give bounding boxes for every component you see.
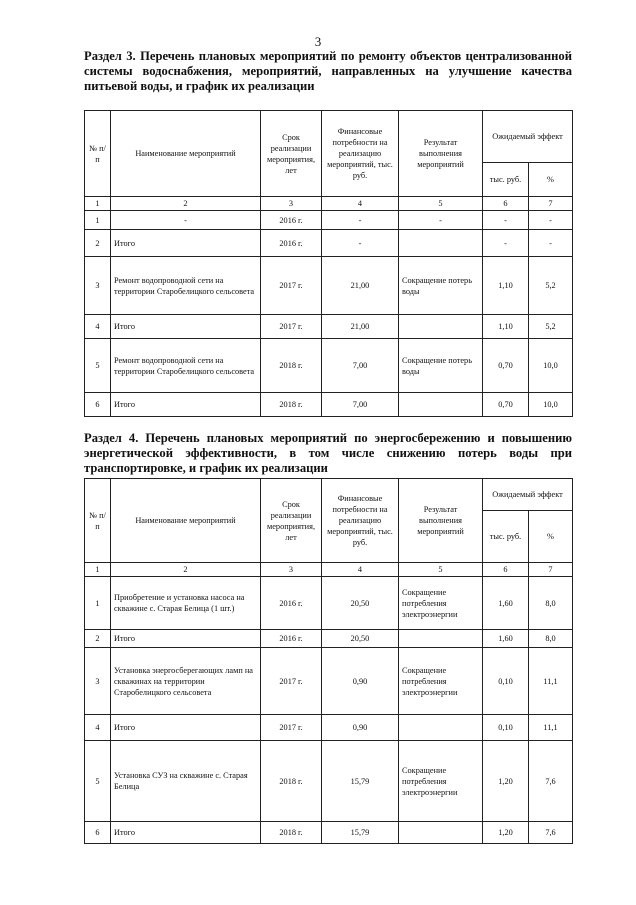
row-result: Сокращение потребления электроэнергии: [399, 741, 483, 822]
row-name: Ремонт водопроводной сети на территории Старобелицкого сельсовета: [111, 339, 261, 393]
row-result: Сокращение потерь воды: [399, 339, 483, 393]
row-effect-pct: 10,0: [529, 339, 573, 393]
row-effect-pct: 8,0: [529, 577, 573, 630]
table-row-total: [85, 822, 573, 844]
row-term: 2016 г.: [261, 230, 322, 257]
row-effect-rub: 0,10: [483, 648, 529, 715]
header-result: Результат выполнения мероприятий: [399, 111, 483, 197]
row-num: 5: [85, 339, 111, 393]
row-term: 2017 г.: [261, 315, 322, 339]
section-3-table: [84, 110, 573, 417]
row-term: 2017 г.: [261, 648, 322, 715]
header-num: № п/п: [85, 479, 111, 563]
column-index: 7: [529, 563, 573, 577]
column-index: 2: [111, 563, 261, 577]
row-effect-rub: 1,10: [483, 315, 529, 339]
row-finance: -: [322, 211, 399, 230]
header-effect-rub: тыс. руб.: [483, 511, 529, 563]
row-effect-rub: -: [483, 211, 529, 230]
row-result: [399, 393, 483, 417]
row-effect-pct: 5,2: [529, 315, 573, 339]
column-index: 1: [85, 197, 111, 211]
table-header-row: [85, 111, 573, 163]
row-name: Итого: [111, 715, 261, 741]
row-finance: 7,00: [322, 339, 399, 393]
row-effect-pct: -: [529, 211, 573, 230]
row-finance: 21,00: [322, 315, 399, 339]
column-index: 7: [529, 197, 573, 211]
row-term: 2016 г.: [261, 630, 322, 648]
header-finance: Финансовые потребности на реализацию мероприятий, тыс. руб.: [322, 479, 399, 563]
section-3-title: Раздел 3. Перечень плановых мероприятий по ремонту объектов централизованной системы водоснабжения, мероприятий, направленных на улучшение качества питьевой воды, и график их реализации: [84, 49, 572, 93]
header-effect: Ожидаемый эффект: [483, 111, 573, 163]
row-effect-pct: 11,1: [529, 648, 573, 715]
row-effect-rub: 0,10: [483, 715, 529, 741]
column-index-row: [85, 197, 573, 211]
table-header-row: [85, 479, 573, 511]
header-num: № п/п: [85, 111, 111, 197]
row-num: 6: [85, 822, 111, 844]
row-term: 2018 г.: [261, 741, 322, 822]
row-effect-rub: 1,20: [483, 822, 529, 844]
header-result: Результат выполнения мероприятий: [399, 479, 483, 563]
table-row-total: [85, 230, 573, 257]
row-finance: 15,79: [322, 741, 399, 822]
header-term: Срок реализации мероприятия, лет: [261, 111, 322, 197]
column-index: 1: [85, 563, 111, 577]
row-effect-rub: 1,60: [483, 630, 529, 648]
row-num: 2: [85, 230, 111, 257]
table-row: [85, 648, 573, 715]
column-index: 2: [111, 197, 261, 211]
header-name: Наименование мероприятий: [111, 479, 261, 563]
row-result: -: [399, 211, 483, 230]
row-effect-rub: 1,60: [483, 577, 529, 630]
row-finance: 0,90: [322, 715, 399, 741]
table-row-total: [85, 315, 573, 339]
header-finance: Финансовые потребности на реализацию мероприятий, тыс. руб.: [322, 111, 399, 197]
column-index: 4: [322, 197, 399, 211]
row-result: [399, 630, 483, 648]
row-name: Ремонт водопроводной сети на территории Старобелицкого сельсовета: [111, 257, 261, 315]
header-name: Наименование мероприятий: [111, 111, 261, 197]
table-row: [85, 577, 573, 630]
header-effect-pct: %: [529, 511, 573, 563]
row-effect-pct: 7,6: [529, 822, 573, 844]
header-effect-pct: %: [529, 163, 573, 197]
row-result: [399, 822, 483, 844]
row-effect-rub: 0,70: [483, 339, 529, 393]
row-num: 3: [85, 648, 111, 715]
row-finance: 15,79: [322, 822, 399, 844]
row-term: 2018 г.: [261, 339, 322, 393]
row-effect-rub: 1,20: [483, 741, 529, 822]
table-row-total: [85, 715, 573, 741]
column-index: 4: [322, 563, 399, 577]
row-term: 2017 г.: [261, 257, 322, 315]
row-result: Сокращение потребления электроэнергии: [399, 577, 483, 630]
row-effect-pct: 7,6: [529, 741, 573, 822]
row-num: 5: [85, 741, 111, 822]
row-num: 4: [85, 315, 111, 339]
table-row-total: [85, 393, 573, 417]
column-index: 6: [483, 563, 529, 577]
row-result: [399, 315, 483, 339]
row-finance: 20,50: [322, 577, 399, 630]
row-result: Сокращение потребления электроэнергии: [399, 648, 483, 715]
row-num: 1: [85, 211, 111, 230]
page-number: 3: [314, 34, 322, 49]
row-effect-rub: 0,70: [483, 393, 529, 417]
row-name: -: [111, 211, 261, 230]
table-row: [85, 211, 573, 230]
row-name: Итого: [111, 822, 261, 844]
row-num: 2: [85, 630, 111, 648]
row-effect-pct: 8,0: [529, 630, 573, 648]
column-index: 5: [399, 563, 483, 577]
row-finance: 7,00: [322, 393, 399, 417]
table-row: [85, 741, 573, 822]
row-name: Приобретение и установка насоса на скважине с. Старая Белица (1 шт.): [111, 577, 261, 630]
column-index: 6: [483, 197, 529, 211]
row-finance: -: [322, 230, 399, 257]
row-effect-pct: 10,0: [529, 393, 573, 417]
header-effect-rub: тыс. руб.: [483, 163, 529, 197]
row-name: Итого: [111, 630, 261, 648]
row-effect-rub: 1,10: [483, 257, 529, 315]
row-result: [399, 230, 483, 257]
row-term: 2018 г.: [261, 822, 322, 844]
row-num: 1: [85, 577, 111, 630]
table-row: [85, 257, 573, 315]
table-row-total: [85, 630, 573, 648]
row-name: Установка СУЗ на скважине с. Старая Белица: [111, 741, 261, 822]
row-term: 2017 г.: [261, 715, 322, 741]
column-index: 3: [261, 563, 322, 577]
row-num: 3: [85, 257, 111, 315]
row-finance: 20,50: [322, 630, 399, 648]
header-effect: Ожидаемый эффект: [483, 479, 573, 511]
row-term: 2018 г.: [261, 393, 322, 417]
row-term: 2016 г.: [261, 211, 322, 230]
row-finance: 0,90: [322, 648, 399, 715]
row-name: Итого: [111, 230, 261, 257]
row-finance: 21,00: [322, 257, 399, 315]
row-name: Установка энергосберегающих ламп на скважинах на территории Старобелицкого сельсовета: [111, 648, 261, 715]
row-name: Итого: [111, 393, 261, 417]
column-index: 3: [261, 197, 322, 211]
row-term: 2016 г.: [261, 577, 322, 630]
column-index: 5: [399, 197, 483, 211]
row-result: [399, 715, 483, 741]
row-num: 4: [85, 715, 111, 741]
column-index-row: [85, 563, 573, 577]
header-term: Срок реализации мероприятия, лет: [261, 479, 322, 563]
row-effect-pct: 11,1: [529, 715, 573, 741]
row-effect-pct: 5,2: [529, 257, 573, 315]
row-name: Итого: [111, 315, 261, 339]
section-4-table: [84, 478, 573, 844]
table-row: [85, 339, 573, 393]
row-num: 6: [85, 393, 111, 417]
row-effect-pct: -: [529, 230, 573, 257]
section-4-title: Раздел 4. Перечень плановых мероприятий по энергосбережению и повышению энергетической эффективности, в том числе снижению потерь воды при транспортировке, и график их реализации: [84, 431, 572, 475]
row-result: Сокращение потерь воды: [399, 257, 483, 315]
row-effect-rub: -: [483, 230, 529, 257]
